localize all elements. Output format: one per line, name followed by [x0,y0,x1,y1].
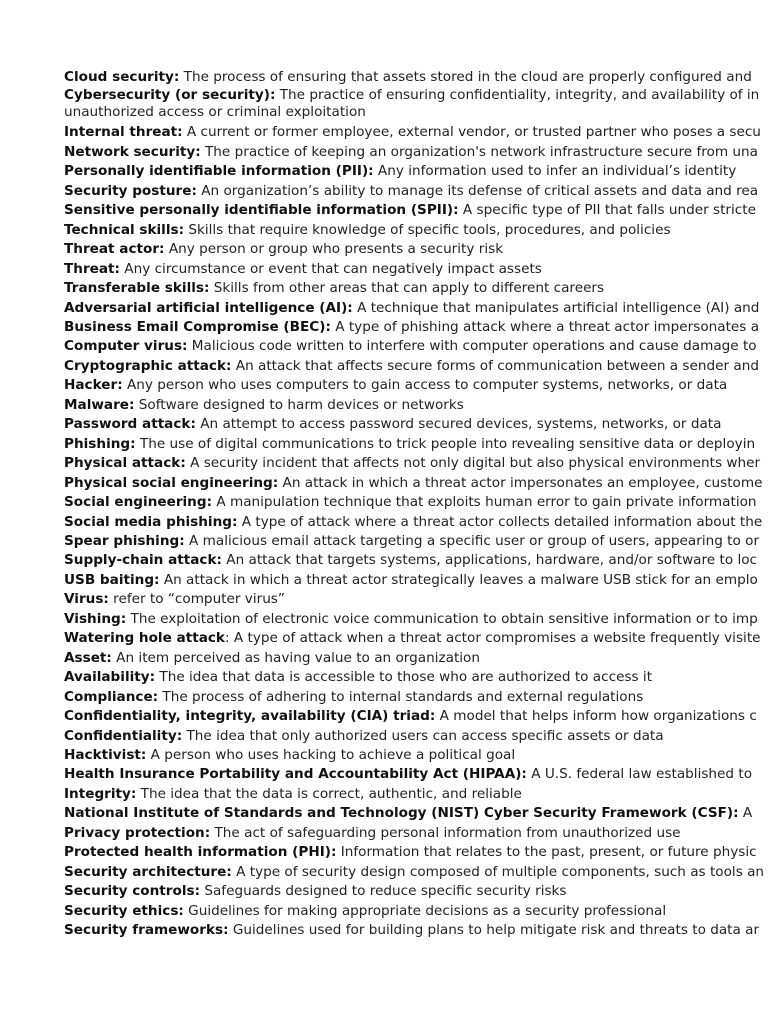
glossary-entry [64,765,768,784]
glossary-entry [64,396,768,415]
glossary-definition: Information that relates to the past, present, or future physic [336,844,757,861]
glossary-term: Security frameworks: [64,922,229,939]
glossary-definition: Safeguards designed to reduce specific security risks [200,883,567,900]
glossary-list [64,68,768,940]
glossary-definition: An attack in which a threat actor impersonates an employee, custome [278,474,763,491]
glossary-entry [64,746,768,765]
glossary-term: Integrity: [64,785,137,802]
glossary-definition: A model that helps inform how organizations c [435,708,757,725]
glossary-entry [64,688,768,707]
glossary-term: Threat actor: [64,241,165,258]
glossary-definition: A manipulation technique that exploits human error to gain private information [212,494,757,511]
glossary-term: Confidentiality, integrity, availability (CIA) triad: [64,708,436,725]
glossary-entry [64,376,768,395]
glossary-entry [64,357,768,376]
glossary-entry [64,337,768,356]
glossary-definition: A type of security design composed of multiple components, such as tools an [231,863,765,880]
glossary-entry [64,921,768,940]
glossary-entry [64,785,768,804]
glossary-term: Protected health information (PHI): [64,844,337,861]
glossary-entry [64,610,768,629]
glossary-entry [64,279,768,298]
glossary-entry [64,221,768,240]
glossary-term: Asset: [64,649,112,666]
glossary-term: Internal threat: [64,124,183,141]
glossary-definition: An attack that affects secure forms of communication between a sender and [231,357,759,374]
glossary-term: Health Insurance Portability and Accountability Act (HIPAA): [64,766,527,783]
glossary-term: Vishing: [64,610,127,627]
glossary-entry [64,474,768,493]
glossary-entry [64,707,768,726]
glossary-definition: A [738,805,753,822]
glossary-definition: A specific type of PII that falls under stricte [458,202,756,219]
glossary-definition: Any circumstance or event that can negatively impact assets [119,260,542,277]
glossary-entry [64,240,768,259]
glossary-term: Privacy protection: [64,824,211,841]
glossary-entry [64,513,768,532]
glossary-definition: Any person who uses computers to gain access to computer systems, networks, or data [122,377,728,394]
glossary-entry [64,415,768,434]
glossary-definition: A type of attack where a threat actor collects detailed information about the [237,513,763,530]
glossary-definition: The process of ensuring that assets stored in the cloud are properly configured and [179,69,752,85]
glossary-term: Adversarial artificial intelligence (AI): [64,299,353,316]
glossary-definition: Guidelines for making appropriate decisions as a security professional [183,902,667,919]
glossary-definition: Guidelines used for building plans to help mitigate risk and threats to data ar [228,922,760,939]
glossary-entry [64,435,768,454]
glossary-entry [64,260,768,279]
glossary-term: Malware: [64,396,135,413]
glossary-term: Compliance: [64,688,159,705]
glossary-entry [64,804,768,823]
glossary-entry [64,668,768,687]
glossary-term: Supply-chain attack: [64,552,222,569]
glossary-entry [64,299,768,318]
glossary-term: Security posture: [64,182,197,199]
glossary-entry [64,454,768,473]
glossary-definition: The idea that data is accessible to those who are authorized to access it [155,669,653,686]
glossary-entry [64,629,768,648]
glossary-definition: A U.S. federal law established to [526,766,753,783]
glossary-definition: An attack that targets systems, applications, hardware, and/or software to loc [221,552,758,569]
glossary-entry [64,201,768,220]
glossary-term: USB baiting: [64,571,160,588]
glossary-definition: An attempt to access password secured devices, systems, networks, or data [195,416,722,433]
glossary-term: Cloud security: [64,69,180,85]
glossary-definition: The act of safeguarding personal information from unauthorized use [210,824,681,841]
glossary-term: Hacker: [64,377,123,394]
glossary-definition: The practice of ensuring confidentiality, integrity, and availability of in unauthorized access or criminal exploitation [64,87,760,120]
glossary-entry [64,824,768,843]
glossary-term: Threat: [64,260,120,277]
glossary-term: Transferable skills: [64,280,210,297]
glossary-definition: The idea that only authorized users can access specific assets or data [182,727,664,744]
glossary-definition: A technique that manipulates artificial intelligence (AI) and [352,299,760,316]
glossary-definition: The idea that the data is correct, authentic, and reliable [136,785,522,802]
glossary-definition: A current or former employee, external vendor, or trusted partner who poses a secu [182,124,761,141]
glossary-entry [64,727,768,746]
glossary-entry [64,493,768,512]
glossary-term: Cybersecurity (or security): [64,87,276,104]
glossary-definition: A malicious email attack targeting a specific user or group of users, appearing to or [184,532,760,549]
glossary-definition: : A type of attack when a threat actor compromises a website frequently visite [224,630,761,647]
glossary-term: Password attack: [64,416,196,433]
glossary-term: Business Email Compromise (BEC): [64,318,331,335]
glossary-entry [64,318,768,337]
glossary-definition: Skills from other areas that can apply to different careers [209,280,605,297]
glossary-entry [64,882,768,901]
glossary-term: Physical attack: [64,455,186,472]
glossary-entry [64,571,768,590]
glossary-term: Computer virus: [64,338,188,355]
glossary-term: Security ethics: [64,902,184,919]
glossary-term: Security controls: [64,883,201,900]
glossary-definition: The process of adhering to internal standards and external regulations [158,688,644,705]
glossary-term: Spear phishing: [64,532,185,549]
glossary-term: Network security: [64,143,201,160]
glossary-entry [64,649,768,668]
glossary-definition: The exploitation of electronic voice communication to obtain sensitive information or to imp [126,610,758,627]
glossary-term: Watering hole attack [64,630,225,647]
glossary-definition: Malicious code written to interfere with computer operations and cause damage to [187,338,757,355]
glossary-definition: A person who uses hacking to achieve a political goal [146,746,516,763]
glossary-entry [64,68,768,87]
glossary-term: Technical skills: [64,221,185,238]
glossary-entry [64,532,768,551]
glossary-definition: An organization’s ability to manage its defense of critical assets and data and rea [196,182,759,199]
glossary-term: Sensitive personally identifiable information (SPII): [64,202,459,219]
glossary-entry [64,182,768,201]
glossary-entry [64,143,768,162]
glossary-entry [64,843,768,862]
glossary-term: Availability: [64,669,156,686]
glossary-definition: The practice of keeping an organization's network infrastructure secure from una [200,143,758,160]
glossary-term: Phishing: [64,435,136,452]
glossary-definition: Software designed to harm devices or networks [134,396,464,413]
glossary-definition: The use of digital communications to trick people into revealing sensitive data or deployin [135,435,756,452]
glossary-definition: Skills that require knowledge of specific tools, procedures, and policies [184,221,671,238]
glossary-definition: refer to “computer virus” [108,591,285,608]
glossary-term: Cryptographic attack: [64,357,232,374]
glossary-definition: Any information used to infer an individual’s identity [373,163,737,180]
glossary-term: Physical social engineering: [64,474,279,491]
glossary-term: Social engineering: [64,494,213,511]
glossary-term: Social media phishing: [64,513,238,530]
glossary-definition: An item perceived as having value to an organization [111,649,480,666]
glossary-term: Security architecture: [64,863,232,880]
glossary-definition: An attack in which a threat actor strategically leaves a malware USB stick for an emplo [159,571,758,588]
glossary-term: National Institute of Standards and Technology (NIST) Cyber Security Framework (CSF): [64,805,739,822]
glossary-entry [64,551,768,570]
glossary-term: Confidentiality: [64,727,183,744]
glossary-definition: A security incident that affects not only digital but also physical environments wher [185,455,761,472]
glossary-definition: Any person or group who presents a security risk [164,241,504,258]
glossary-term: Hacktivist: [64,746,147,763]
glossary-entry [64,863,768,882]
glossary-entry [64,590,768,609]
glossary-entry [64,123,768,142]
glossary-entry [64,87,768,120]
glossary-entry [64,902,768,921]
glossary-term: Personally identifiable information (PII): [64,163,374,180]
glossary-entry [64,162,768,181]
glossary-term: Virus: [64,591,109,608]
glossary-definition: A type of phishing attack where a threat actor impersonates a [330,318,760,335]
